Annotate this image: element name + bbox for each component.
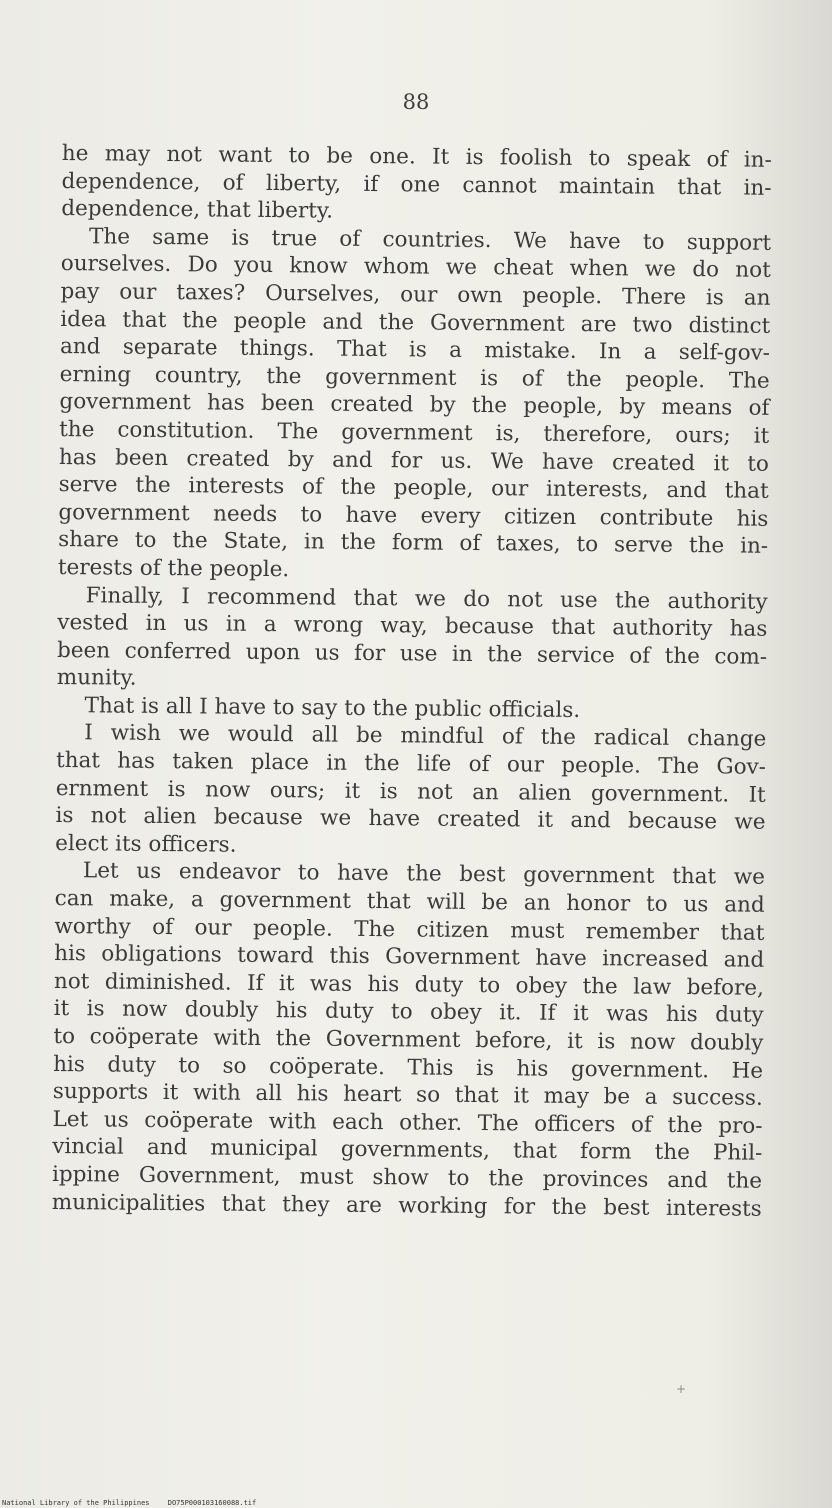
footer-file: DO75P000103160088.tif [167,1499,257,1507]
text-line: I wish we would all be mindful of the radical change [84,720,767,753]
footer-library: National Library of the Philippines [2,1499,150,1507]
text-line: can make, a government that will be an honor to us and [54,885,765,918]
text-line: supports it with all his heart so that it may be a success. [52,1079,763,1111]
page-number: 88 [402,90,430,114]
text-line: ourselves. Do you know whom we cheat when we do not [60,251,771,284]
text-line: serve the interests of the people, our interests, and that [58,472,769,504]
text-line: vested in us in a wrong way, because that authority has [57,610,768,642]
text-line: terests of the people. [57,554,290,583]
text-line: been conferred upon us for use in the service of the com- [56,637,768,670]
text-line: that has taken place in the life of our people. The Gov- [55,748,767,780]
text-line: idea that the people and the Government are two distinct [60,306,771,339]
text-line: not diminished. If it was his duty to obey the law before, [53,968,765,1001]
margin-mark: + [676,1382,687,1396]
text-line: has been created by and for us. We have created it to [58,444,770,477]
text-line: Finally, I recommend that we do not use the authority [85,582,768,615]
text-line: his duty to so coöperate. This is his government. He [53,1051,764,1084]
text-line: pay our taxes? Ourselves, our own people. There is an [60,278,771,311]
text-line: share to the State, in the form of taxes, to serve the in- [58,527,769,560]
text-line: That is all I have to say to the public officials. [84,693,581,723]
text-line: is not alien because we have created it and because we [55,803,766,836]
text-line: government needs to have every citizen contribute his [58,499,769,532]
text-line: municipalities that they are working for the best interests [51,1189,762,1222]
text-line: to coöperate with the Government before, it is now doubly [53,1023,764,1056]
body-text [52,140,772,1223]
text-line: dependence, of liberty, if one cannot maintain that in- [61,168,772,201]
text-line: it is now doubly his duty to obey it. If it was his duty [53,996,764,1029]
text-line: vincial and municipal governments, that form the Phil- [52,1134,763,1167]
text-line: he may not want to be one. It is foolish to speak of in- [61,140,772,173]
text-line: Let us coöperate with each other. The officers of the pro- [52,1106,763,1139]
text-line: erning country, the government is of the people. The [59,361,770,394]
text-line: munity. [56,665,137,692]
text-line: the constitution. The government is, therefore, ours; it [59,416,770,449]
text-line: government has been created by the people, by means of [59,389,770,422]
text-line: his obligations toward this Government have increased and [54,941,765,973]
text-line: elect its officers. [55,830,237,858]
text-line: ernment is now ours; it is not an alien government. It [55,775,766,808]
text-line: Let us endeavor to have the best government that we [82,858,766,891]
text-line: dependence, that liberty. [61,196,334,224]
text-line: ippine Government, must show to the provinces and the [51,1161,763,1194]
text-line: and separate things. That is a mistake. In a self-gov- [59,334,771,366]
text-line: The same is true of countries. We have to support [88,224,772,256]
text-line: worthy of our people. The citizen must remember that [54,913,765,946]
scan-footer [2,1499,270,1507]
